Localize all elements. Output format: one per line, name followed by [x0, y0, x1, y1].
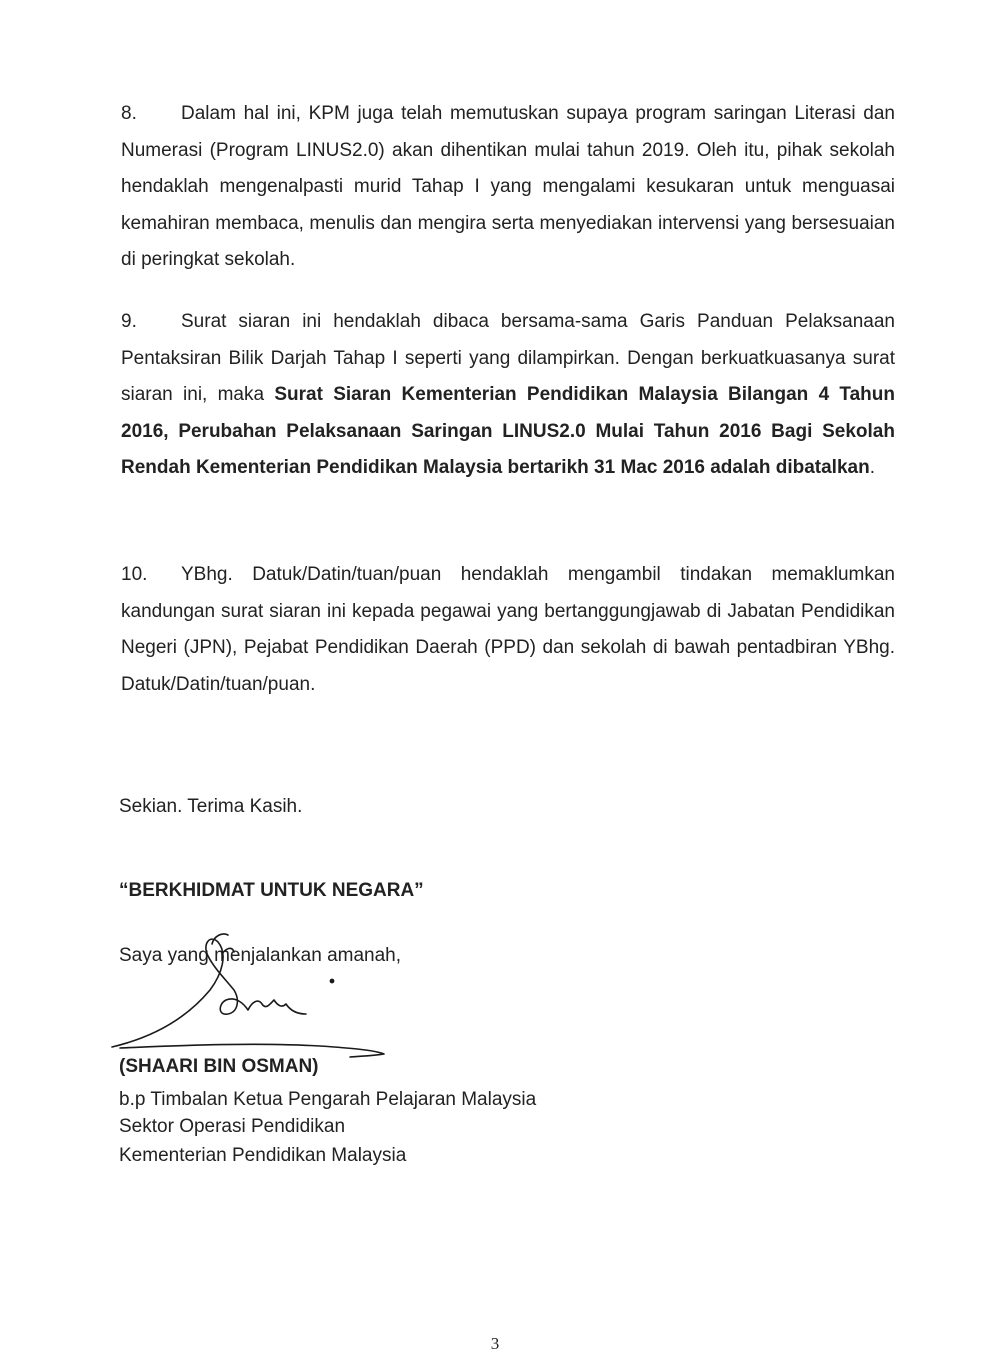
- signer-ministry: Kementerian Pendidikan Malaysia: [119, 1145, 407, 1166]
- page-number: 3: [490, 1334, 500, 1353]
- paragraph-end-text: .: [869, 457, 875, 478]
- paragraph-10: [121, 557, 895, 703]
- paragraph-number: 8.: [121, 103, 137, 124]
- paragraph-bold-text: Surat Siaran Kementerian Pendidikan Malaysia Bilangan 4 Tahun 2016, Perubahan Pelaksanaan Saringan LINUS2.0 Mulai Tahun 2016 Bagi Sekolah Rendah Kementerian Pendidikan Malaysia bertarikh 31 Mac 2016 adalah dibatalkan: [121, 384, 895, 478]
- trust-line: Saya yang menjalankan amanah,: [119, 945, 402, 966]
- paragraph-9: [121, 304, 895, 487]
- paragraph-text: Dalam hal ini, KPM juga telah memutuskan supaya program saringan Literasi dan Numerasi (Program LINUS2.0) akan dihentikan mulai tahun 2019. Oleh itu, pihak sekolah hendaklah mengenalpasti murid Tahap I yang mengalami kesukaran untuk menguasai kemahiran membaca, menulis dan mengira serta menyediakan intervensi yang bersesuaian di peringkat sekolah.: [121, 103, 895, 270]
- paragraph-8: [121, 96, 895, 279]
- signer-name: (SHAARI BIN OSMAN): [119, 1056, 319, 1077]
- paragraph-text: Surat siaran ini hendaklah dibaca bersama-sama Garis Panduan Pelaksanaan Pentaksiran Bilik Darjah Tahap I seperti yang dilampirkan. Dengan berkuatkuasanya surat siaran ini, maka: [121, 311, 895, 405]
- handwritten-signature: [110, 930, 410, 1070]
- paragraph-text: YBhg. Datuk/Datin/tuan/puan hendaklah mengambil tindakan memaklumkan kandungan surat siaran ini kepada pegawai yang bertanggungjawab di Jabatan Pendidikan Negeri (JPN), Pejabat Pendidikan Daerah (PPD) dan sekolah di bawah pentadbiran YBhg. Datuk/Datin/tuan/puan.: [121, 564, 895, 695]
- signer-sector: Sektor Operasi Pendidikan: [119, 1116, 346, 1137]
- signer-title: b.p Timbalan Ketua Pengarah Pelajaran Malaysia: [119, 1089, 537, 1110]
- closing-line: Sekian. Terima Kasih.: [119, 796, 303, 817]
- motto: “BERKHIDMAT UNTUK NEGARA”: [119, 880, 424, 901]
- paragraph-number: 10.: [121, 564, 148, 585]
- paragraph-number: 9.: [121, 311, 137, 332]
